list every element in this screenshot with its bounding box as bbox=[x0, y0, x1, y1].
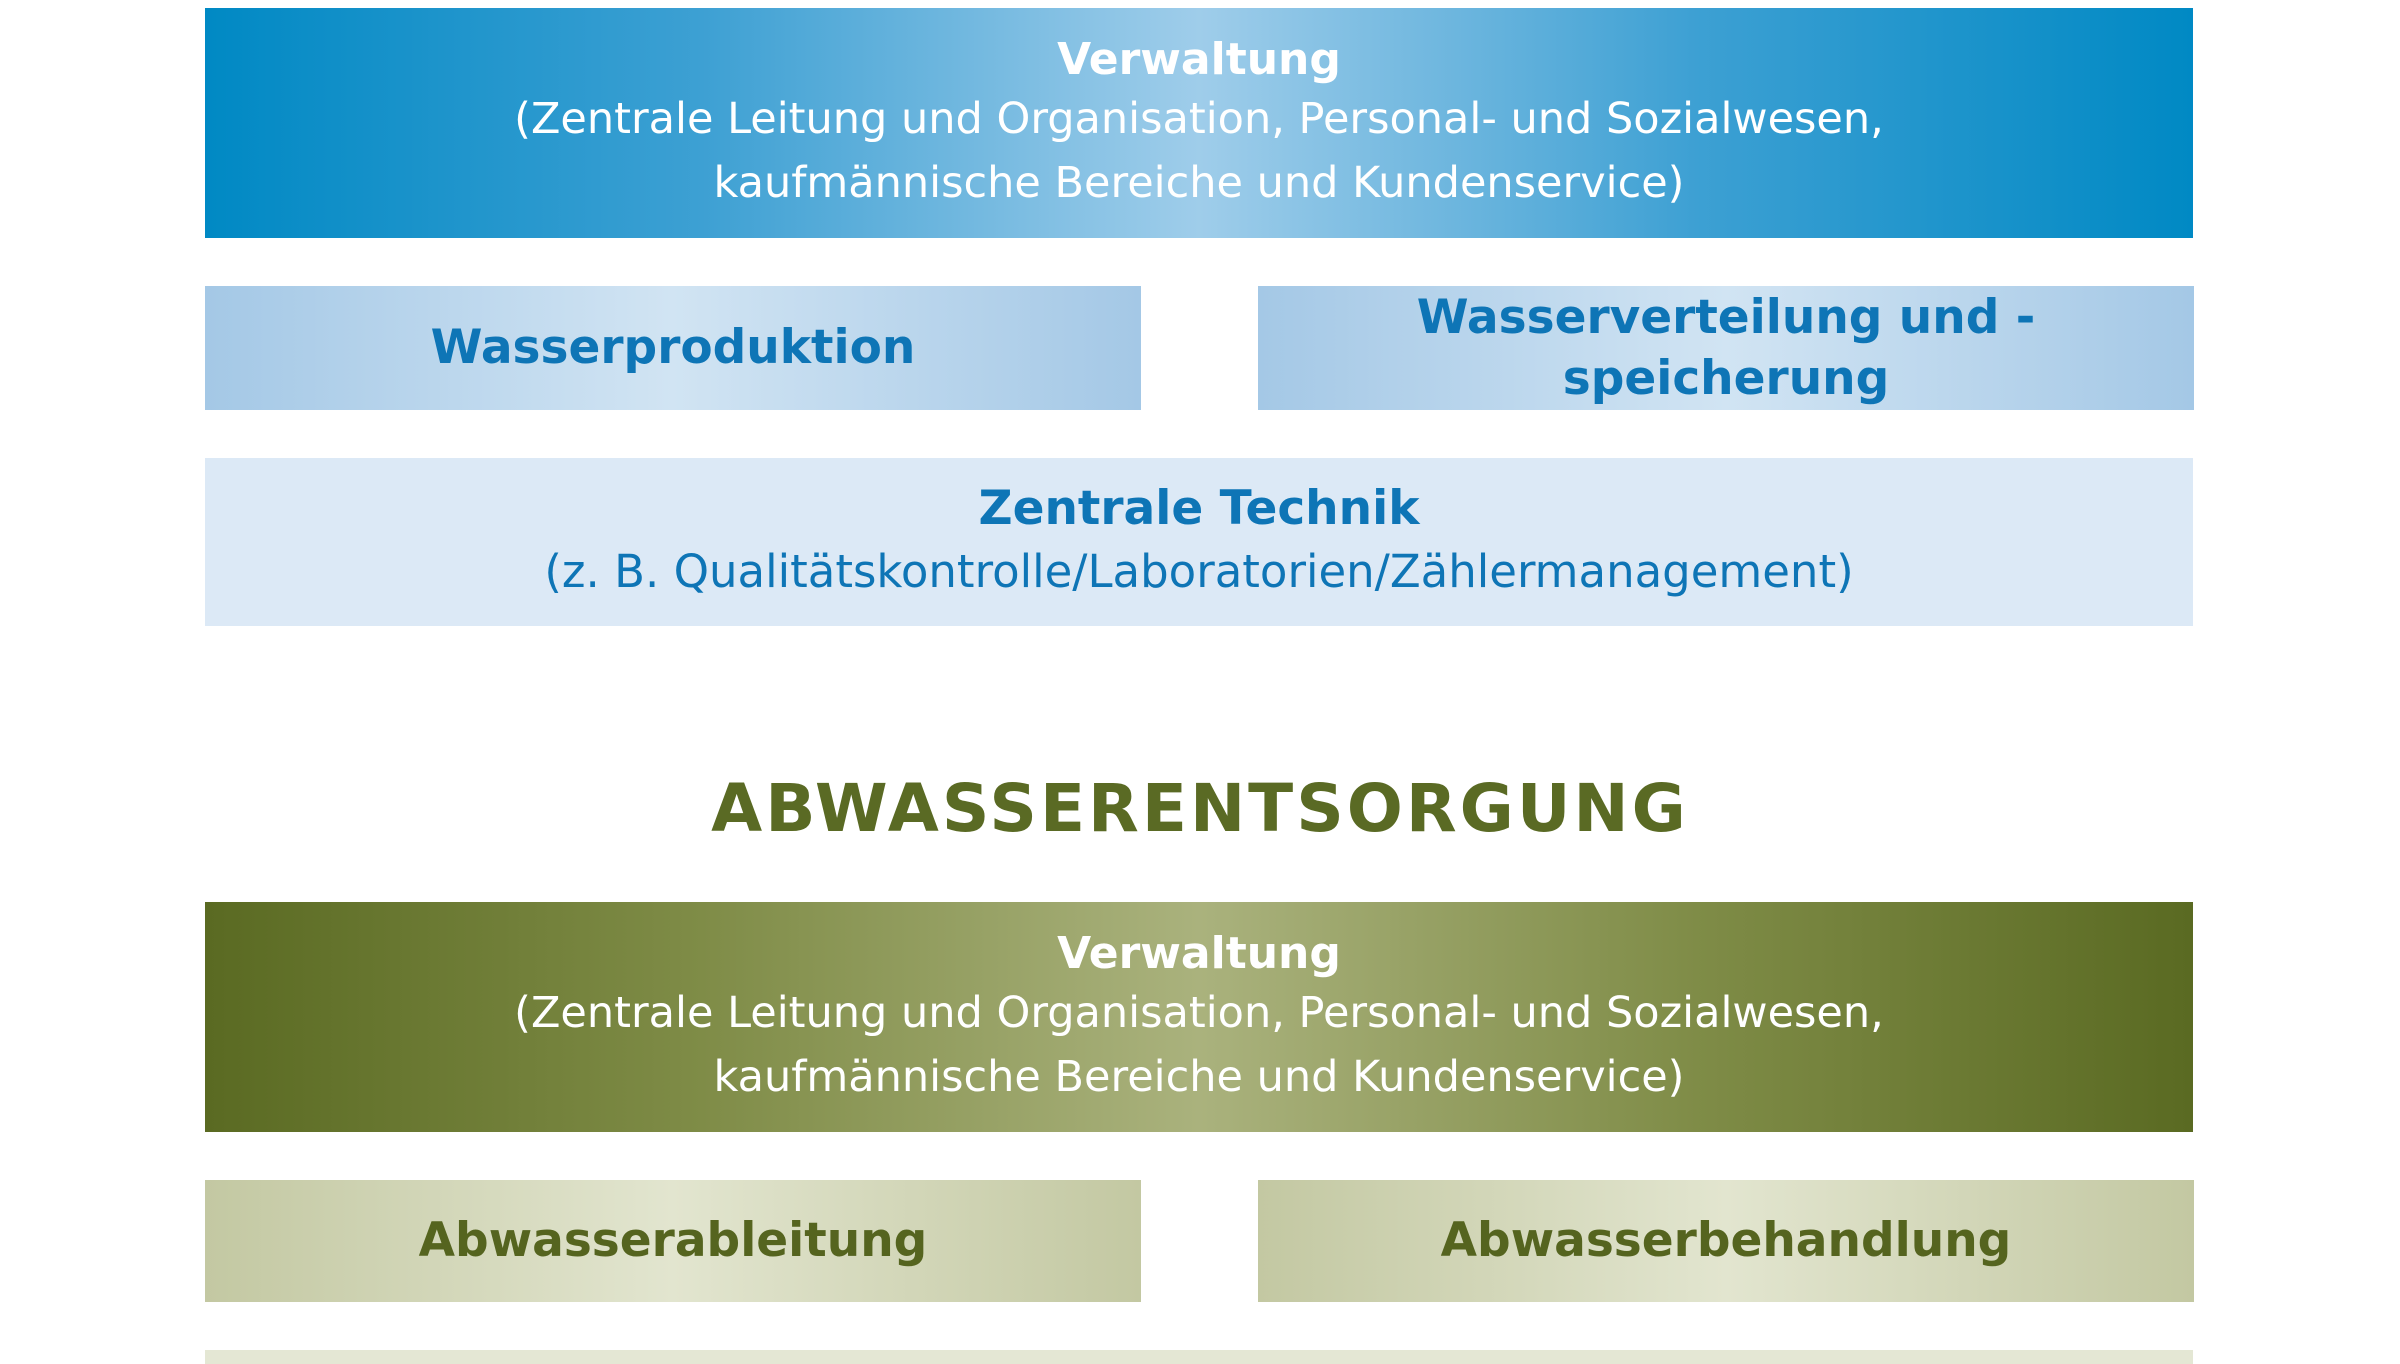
wastewater-administration-box bbox=[205, 902, 2193, 1132]
central-technology-subtitle: (z. B. Qualitätskontrolle/Laboratorien/Zählermanagement) bbox=[544, 545, 1854, 599]
wastewater-bottom-box bbox=[205, 1350, 2193, 1364]
wastewater-administration-line-2: kaufmännische Bereiche und Kundenservice) bbox=[713, 1051, 1685, 1102]
water-administration-box bbox=[205, 8, 2193, 238]
water-production-label: Wasserproduktion bbox=[430, 320, 916, 376]
water-production-box bbox=[205, 286, 1141, 410]
wastewater-drainage-box bbox=[205, 1180, 1141, 1302]
water-administration-line-1: (Zentrale Leitung und Organisation, Personal- und Sozialwesen, bbox=[514, 93, 1884, 144]
wastewater-administration-title: Verwaltung bbox=[1057, 927, 1341, 979]
central-technology-title: Zentrale Technik bbox=[978, 481, 1420, 537]
water-distribution-label: Wasserverteilung und -speicherung bbox=[1416, 289, 2036, 406]
wastewater-treatment-box bbox=[1258, 1180, 2194, 1302]
wastewater-drainage-label: Abwasserableitung bbox=[418, 1213, 928, 1269]
wastewater-section-heading: ABWASSERENTSORGUNG bbox=[711, 770, 1689, 847]
wastewater-administration-line-1: (Zentrale Leitung und Organisation, Personal- und Sozialwesen, bbox=[514, 987, 1884, 1038]
water-distribution-box bbox=[1258, 286, 2194, 410]
water-administration-line-2: kaufmännische Bereiche und Kundenservice) bbox=[713, 157, 1685, 208]
water-administration-title: Verwaltung bbox=[1057, 33, 1341, 85]
wastewater-treatment-label: Abwasserbehandlung bbox=[1440, 1213, 2012, 1269]
central-technology-box bbox=[205, 458, 2193, 626]
